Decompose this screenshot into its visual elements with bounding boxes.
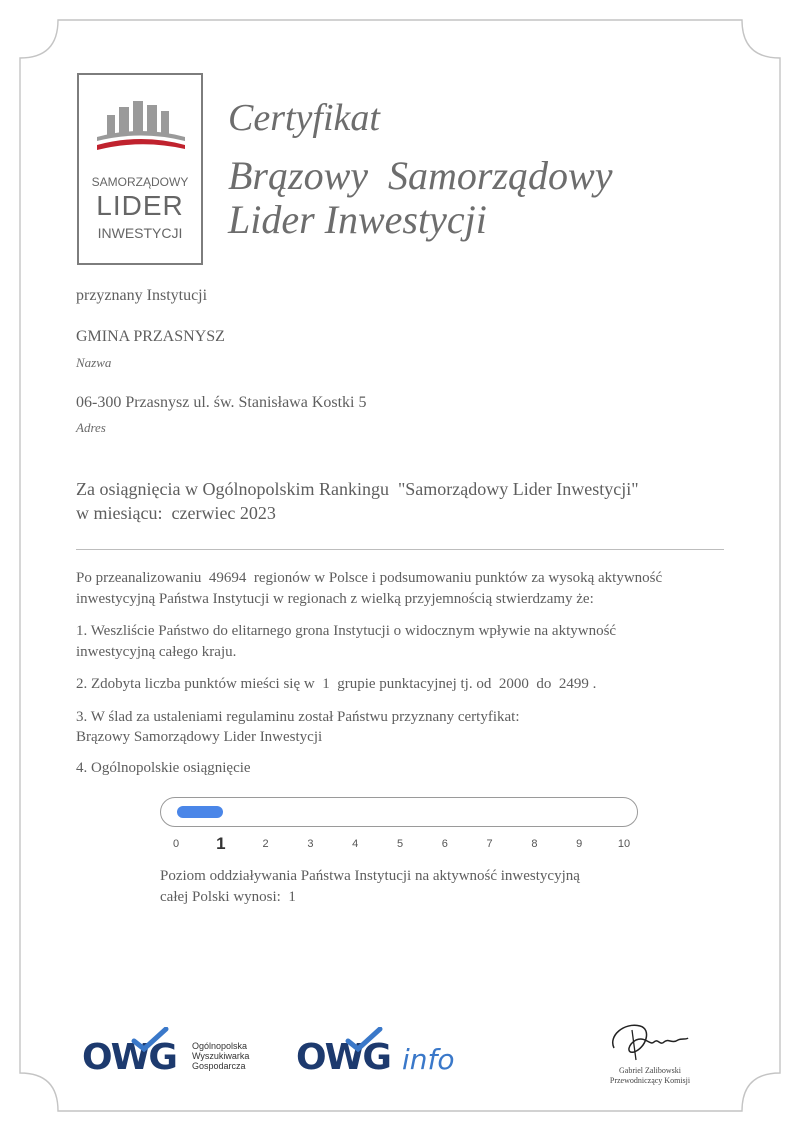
scale-tick-2: 2 xyxy=(262,838,269,850)
point2: 2. Zdobyta liczba punktów mieści się w 1 grupie punktacyjnej tj. od 2000 do 2499 . xyxy=(76,676,597,692)
achievement-line1: Za osiągnięcia w Ogólnopolskim Rankingu "Samorządowy Lider Inwestycji" xyxy=(76,479,639,499)
logo-line3: INWESTYCJI xyxy=(97,225,183,241)
scale-tick-5: 5 xyxy=(396,838,404,850)
scale-tick-9: 9 xyxy=(576,838,583,850)
owg-info-logo xyxy=(296,1035,466,1085)
logo-line2: LIDER xyxy=(96,190,184,221)
checkmark-icon xyxy=(344,1027,384,1053)
point3-line1: 3. W ślad za ustaleniami regulaminu został Państwu przyznany certyfikat: xyxy=(76,709,520,725)
certificate-title xyxy=(228,154,748,242)
scale-tick-4: 4 xyxy=(352,838,359,850)
checkmark-icon xyxy=(130,1027,170,1053)
owg-wordmark: OWG xyxy=(82,1037,176,1078)
intro-line2: inwestycyjną Państwa Instytucji w regionach z wielką przyjemnością stwierdzamy że: xyxy=(76,591,594,607)
awarded-to-label: przyznany Instytucji xyxy=(76,287,208,304)
certificate-label: Certyfikat xyxy=(228,97,380,139)
scale-tick-3: 3 xyxy=(307,838,314,850)
point1-line2: inwestycyjną całego kraju. xyxy=(76,644,237,660)
tagline-line2: Wyszukiwarka xyxy=(192,1051,250,1061)
title-line2: Lider Inwestycji xyxy=(228,197,487,242)
signer-name: Gabriel Zalibowski xyxy=(619,1066,681,1075)
owg-logo xyxy=(82,1035,192,1085)
samorzadowy-lider-logo xyxy=(77,73,203,265)
tagline-line3: Gospodarcza xyxy=(192,1061,246,1071)
address-caption: Adres xyxy=(76,420,106,435)
signer-block xyxy=(590,1066,710,1086)
achievement-scale-bar xyxy=(160,797,638,827)
institution-name: GMINA PRZASNYSZ xyxy=(76,328,225,345)
impact-line2: całej Polski wynosi: 1 xyxy=(160,889,296,905)
scale-tick-10: 10 xyxy=(617,838,631,850)
scale-tick-7: 7 xyxy=(486,838,493,850)
scale-tick-6: 6 xyxy=(441,838,448,850)
signer-role: Przewodniczący Komisji xyxy=(609,1076,691,1085)
title-line1: Brązowy Samorządowy xyxy=(228,153,613,198)
signature-icon xyxy=(606,1018,690,1062)
scale-tick-1: 1 xyxy=(216,834,226,853)
achievement-line2: w miesiącu: czerwiec 2023 xyxy=(76,503,276,523)
point4: 4. Ogólnopolskie osiągnięcie xyxy=(76,760,251,776)
intro-line1: Po przeanalizowaniu 49694 regionów w Polsce i podsumowaniu punktów za wysoką aktywność xyxy=(76,570,663,586)
impact-line1: Poziom oddziaływania Państwa Instytucji na aktywność inwestycyjną xyxy=(160,868,580,884)
logo-line1: SAMORZĄDOWY xyxy=(91,175,189,189)
buildings-icon xyxy=(93,97,189,155)
divider xyxy=(76,549,724,550)
achievement-scale-fill xyxy=(177,806,223,818)
tagline-line1: Ogólnopolska xyxy=(192,1041,248,1051)
scale-tick-8: 8 xyxy=(531,838,538,850)
scale-tick-0: 0 xyxy=(172,838,180,850)
point1-line1: 1. Weszliście Państwo do elitarnego grona Instytucji o widocznym wpływie na aktywność xyxy=(76,623,617,639)
owg-info-wordmark: OWG xyxy=(296,1037,390,1078)
point3-line2: Brązowy Samorządowy Lider Inwestycji xyxy=(76,729,323,745)
owg-info-suffix: info xyxy=(402,1043,455,1076)
owg-tagline xyxy=(192,1041,249,1071)
name-caption: Nazwa xyxy=(76,355,112,370)
institution-address: 06-300 Przasnysz ul. św. Stanisława Kostki 5 xyxy=(76,394,367,411)
